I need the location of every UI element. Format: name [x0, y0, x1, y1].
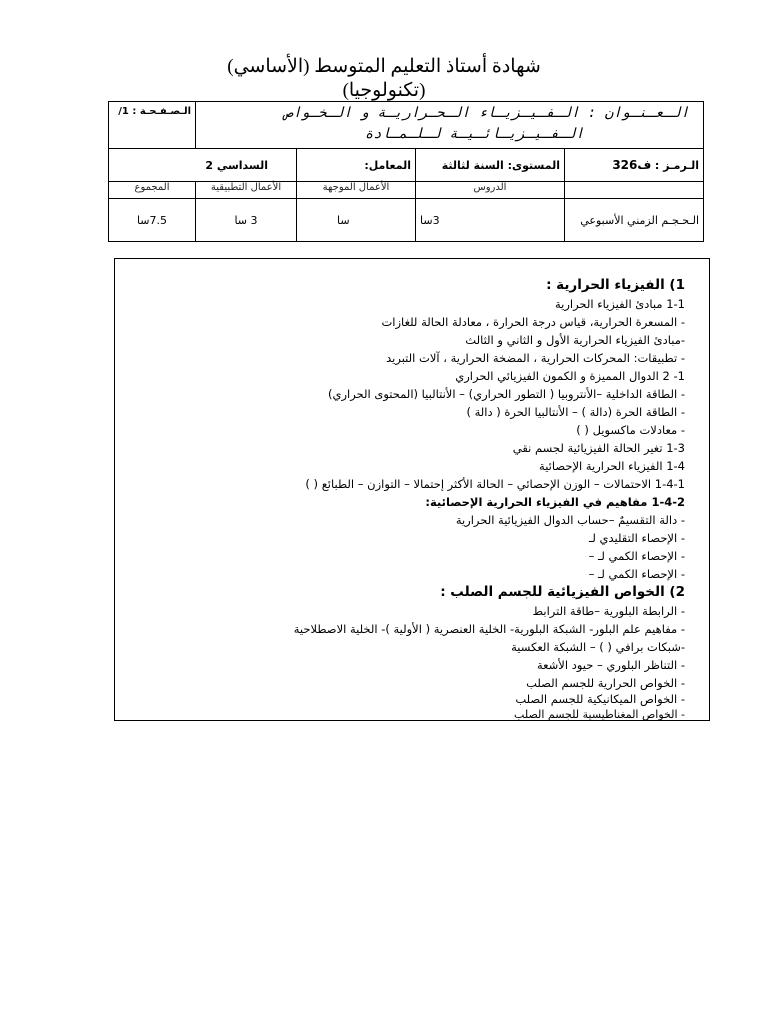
- value-practical-work: 3 سا: [196, 199, 297, 242]
- syllabus-line: 1-1 مبادئ الفيزياء الحرارية: [554, 297, 685, 311]
- section-heading-thermal-physics: 1) الفيزياء الحرارية :: [546, 277, 685, 293]
- subject-heading-line2: الـفـيـزيـائـيـة لـلـمـادة: [364, 126, 584, 142]
- col-lessons: الدروس: [416, 182, 565, 199]
- page-number: الـصـفـحـة : 1/: [109, 102, 196, 149]
- coefficient-cell: المعامل:: [297, 149, 416, 182]
- document-title: شهادة أستاذ التعليم المتوسط (الأساسي): [227, 56, 541, 77]
- code-cell: [565, 149, 704, 182]
- syllabus-line: - الطاقة الداخلية –الأنتروبيا ( التطور الحراري) – الأنتالبيا (المحتوى الحراري): [327, 387, 685, 401]
- syllabus-line: - الخواص الميكانيكية للجسم الصلب: [515, 692, 685, 706]
- code-label: الـرمـز :: [654, 159, 699, 172]
- document-subtitle: (تكنولوجيا): [342, 80, 426, 101]
- level-cell: المستوى: السنة لثالثة: [416, 149, 565, 182]
- syllabus-line: - تطبيقات: المحركات الحرارية ، المضخة الحرارية ، آلات التبريد: [386, 351, 685, 365]
- syllabus-line: - الخواص الحرارية للجسم الصلب: [526, 676, 685, 690]
- syllabus-line: 1- 2 الدوال المميزة و الكمون الفيزيائي الحراري: [455, 369, 685, 383]
- section-heading-solid-state: 2) الخواص الفيزيائية للجسم الصلب :: [440, 584, 685, 600]
- semester-cell: السداسي 2: [109, 149, 297, 182]
- weekly-volume-label: الـحـجـم الزمني الأسبوعي: [565, 199, 704, 242]
- syllabus-line: - المسعرة الحرارية، قياس درجة الحرارة ، معادلة الحالة للغازات: [381, 315, 685, 329]
- code-value: ف326: [612, 158, 652, 172]
- syllabus-line: 1-4-1 الاحتمالات – الوزن الإحصائي – الحالة الأكثر إحتمالا – التوازن – الطبائع ( ): [305, 477, 685, 491]
- subject-heading-line1: الـعـنـوان : الـفـيـزيـاء الـحـراريـة و الـخـواص: [284, 105, 689, 121]
- subject-heading: [196, 102, 704, 149]
- value-lessons: 3سا: [416, 199, 565, 242]
- syllabus-content-box: [114, 258, 710, 721]
- syllabus-line: 1-3 تغير الحالة الفيزيائية لجسم نقي: [512, 441, 685, 455]
- syllabus-line: 1-4 الفيزياء الحرارية الإحصائية: [539, 459, 685, 473]
- syllabus-line: - مفاهيم علم البلور- الشبكة البلورية- الخلية العنصرية ( الأولية )- الخلية الاصطلاحية: [293, 622, 685, 636]
- syllabus-line: - معادلات ماكسويل ( ): [576, 423, 685, 437]
- col-total: المجموع: [109, 182, 196, 199]
- syllabus-line: - الإحصاء الكمي لـ –: [588, 549, 685, 563]
- syllabus-line: -مبادئ الفيزياء الحرارية الأول و الثاني و الثالث: [465, 333, 685, 347]
- syllabus-line: - الخواص المغناطيسية للجسم الصلب: [514, 708, 685, 721]
- syllabus-line: 1-4-2 مفاهيم في الفيزياء الحرارية الإحصائية:: [425, 495, 685, 509]
- syllabus-line: - دالة التقسيمٌ –حساب الدوال الفيزيائية الحرارية: [455, 513, 685, 527]
- syllabus-line: - الرابطة البلورية –طاقة الترابط: [532, 604, 685, 618]
- value-total: 7.5سا: [109, 199, 196, 242]
- syllabus-line: - التناظر البلوري – حيود الأشعة: [536, 658, 685, 672]
- syllabus-line: - الطاقة الحرة (دالة ) – الأنتالبيا الحرة ( دالة ): [466, 405, 685, 419]
- course-info-table: [108, 101, 704, 242]
- col-practical-work: الأعمال التطبيقية: [196, 182, 297, 199]
- syllabus-line: - الإحصاء التقليدي لـ: [588, 531, 685, 545]
- syllabus-line: - الإحصاء الكمي لـ –: [588, 567, 685, 581]
- syllabus-line: -شبكات برافي ( ) – الشبكة العكسية: [511, 640, 685, 654]
- col-guided-work: الأعمال الموجهة: [297, 182, 416, 199]
- value-guided-work: سا: [297, 199, 416, 242]
